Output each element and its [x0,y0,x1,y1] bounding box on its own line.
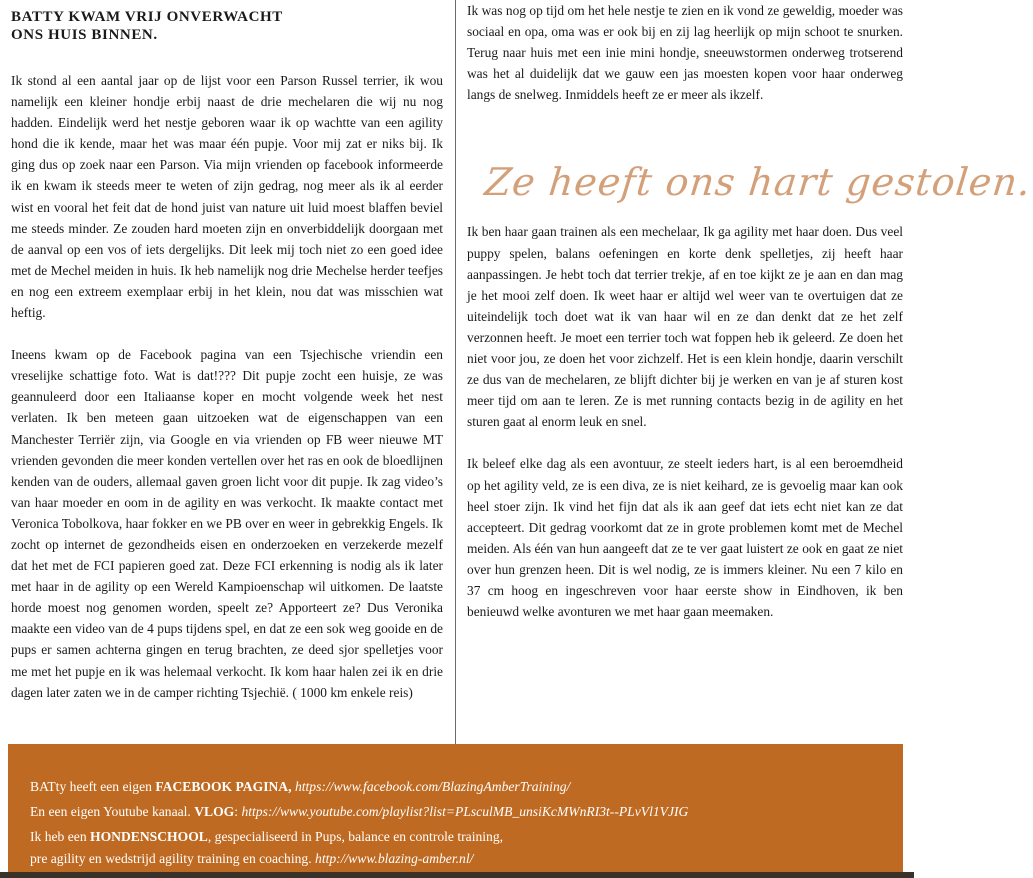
paragraph-nest-visit: Ik was nog op tijd om het hele nestje te zien en ik vond ze geweldig, moeder was sociaal en opa, oma was er ook bij en zij lag heerlijk op mijn schoot te snurken. Terug naar huis met een inie mini hondje, sneeuwstormen onderweg trotserend was het al duidelijk dat we gauw een jas moesten kopen voor haar onderweg langs de snelweg. Inmiddels heeft ze er meer als ikzelf. [467,3,903,103]
school-label: HONDENSCHOOL [90,829,208,844]
paragraph-facebook-discovery: Ineens kwam op de Facebook pagina van een Tsjechische vriendin een vreselijke schattige foto. Wat is dat!??? Dit pupje zocht een huisje, ze was geannuleerd door een Italiaanse koper en mocht volgende week het nest verlaten. Ik ben meteen gaan uitzoeken wat de eigenschappen van een Manchester Terriër zijn, via Google en via vrienden op FB weer nieuwe MT vrienden gevonden die meer konden vertellen over het ras en ook de bloedlijnen kenden van de ouders, allemaal gaven groen licht voor dit pupje. Ik zag video’s van haar moeder en oom in de agility en was verkocht. Ik maakte contact met Veronica Tobolkova, haar fokker en we PB over en weer in gebrekkig Engels. Ik zocht op internet de gezondheids eisen en onderzoeken en verzekerde mezelf dat het met de FCI papieren goed zat. Deze FCI erkenning is nodig als ik later met haar in de agility op een Wereld Kampioenschap wil uitkomen. De laatste horde moest nog genomen worden, speelt ze? Apporteert ze? Dus Veronika maakte een video van de 4 pups tijdens spel, en dat ze een sok weg gooide en de pups er samen achterna gingen en terug brachten, ze deed sjor spelletjes voor me met het pupje en ik was helemaal verkocht. Ik kom haar halen zei ik en drie dagen later zaten we in de camper richting Tsjechië. ( 1000 km enkele reis) [11,347,443,700]
article-headline [11,8,443,44]
facebook-link[interactable]: https://www.facebook.com/BlazingAmberTraining/ [294,779,571,794]
column-divider [455,0,456,744]
pull-quote: Ze heeft ons hart gestolen. [482,160,1033,205]
youtube-line: En een eigen Youtube kanaal. VLOG: https://www.youtube.com/playlist?list=PLsculMB_unsiKcMWnRI3t--PLvVl1VJIG [30,804,689,819]
left-column [11,0,443,703]
vlog-label: VLOG [194,804,235,819]
right-column [467,0,1033,622]
facebook-line: BATty heeft een eigen FACEBOOK PAGINA, https://www.facebook.com/BlazingAmberTraining/ [30,779,571,794]
paragraph-training: Ik ben haar gaan trainen als een mechelaar, Ik ga agility met haar doen. Dus veel puppy spelen, balans oefeningen en korte denk spelletjes, zij heeft haar aanpassingen. Je hebt toch dat terrier trekje, af en toe kijkt ze je aan en dan mag je het mooi zelf doen. Ik weet haar er altijd wel weer van te overtuigen dat ze uiteindelijk toch doet wat ik van haar wil en ze dan denkt dat ze het zelf verzonnen heeft. Je moet een terrier toch wat foppen heb ik geleerd. Ze doen het niet voor jou, ze doen het voor zichzelf. Het is een klein hondje, daarin verschilt ze dus van de mechelaren, ze blijft dichter bij je werken en van je af sturen kost meer tijd om aan te leren. Ze is met running contacts bezig in de agility en het sturen gaat al enorm leuk en snel. [467,224,903,430]
website-link[interactable]: http://www.blazing-amber.nl/ [315,851,474,866]
youtube-link[interactable]: https://www.youtube.com/playlist?list=PLsculMB_unsiKcMWnRI3t--PLvVl1VJIG [241,804,689,819]
paragraph-adventure: Ik beleef elke dag als een avontuur, ze steelt ieders hart, is al een beroemdheid op het agility veld, ze is een diva, ze is niet keihard, ze is gevoelig maar kan ook heel stoer zijn. Ik vind het fijn dat als ik aan geef dat iets echt niet kan ze dat accepteert. Dit gedrag voorkomt dat ze in grote problemen komt met de Mechel meiden. Als één van hun aangeeft dat ze te ver gaat luistert ze ook en gaat ze niet over hun grenzen heen. Dit is wel nodig, ze is immers kleiner. Nu een 7 kilo en 37 cm hoog en ingeschreven voor haar eerste show in Eindhoven, ik ben benieuwd welke avonturen we met haar gaan meemaken. [467,456,903,620]
school-line-2: pre agility en wedstrijd agility training en coaching. http://www.blazing-amber.nl/ [30,851,474,866]
bottom-photo-strip [0,872,914,878]
headline-line-2: ONS HUIS BINNEN. [11,27,158,43]
info-banner [8,744,903,872]
paragraph-parson-search: Ik stond al een aantal jaar op de lijst voor een Parson Russel terrier, ik wou namelijk een kleiner hondje erbij naast de drie mechelaren die wij nu nog hadden. Eindelijk werd het nestje geboren waar ik op wachtte van een agility hond die ik kende, maar het was maar één pupje. Voor mij zat er niks bij. Ik ging dus op zoek naar een Parson. Via mijn vrienden op facebook informeerde ik en kwam ik steeds meer te weten of zijn gedrag, nog meer als ik al eerder wist en vooral het feit dat de hond juist van nature uit luid moest blaffen beviel me steeds minder. Ze zouden hard moeten zijn en onverbiddelijk doorgaan met de aanval op een vos of iets dergelijks. Dit leek mij toch niet zo een goed idee met de Mechel meiden in huis. Ik heb namelijk nog drie Mechelse herder teefjes en nog een extreem exemplaar erbij in het klein, nou dat was misschien wat heftig. [11,73,443,321]
school-line: Ik heb een HONDENSCHOOL, gespecialiseerd in Pups, balance en controle training, [30,829,504,844]
headline-line-1: BATTY KWAM VRIJ ONVERWACHT [11,9,283,25]
facebook-label: FACEBOOK PAGINA, [155,779,292,794]
